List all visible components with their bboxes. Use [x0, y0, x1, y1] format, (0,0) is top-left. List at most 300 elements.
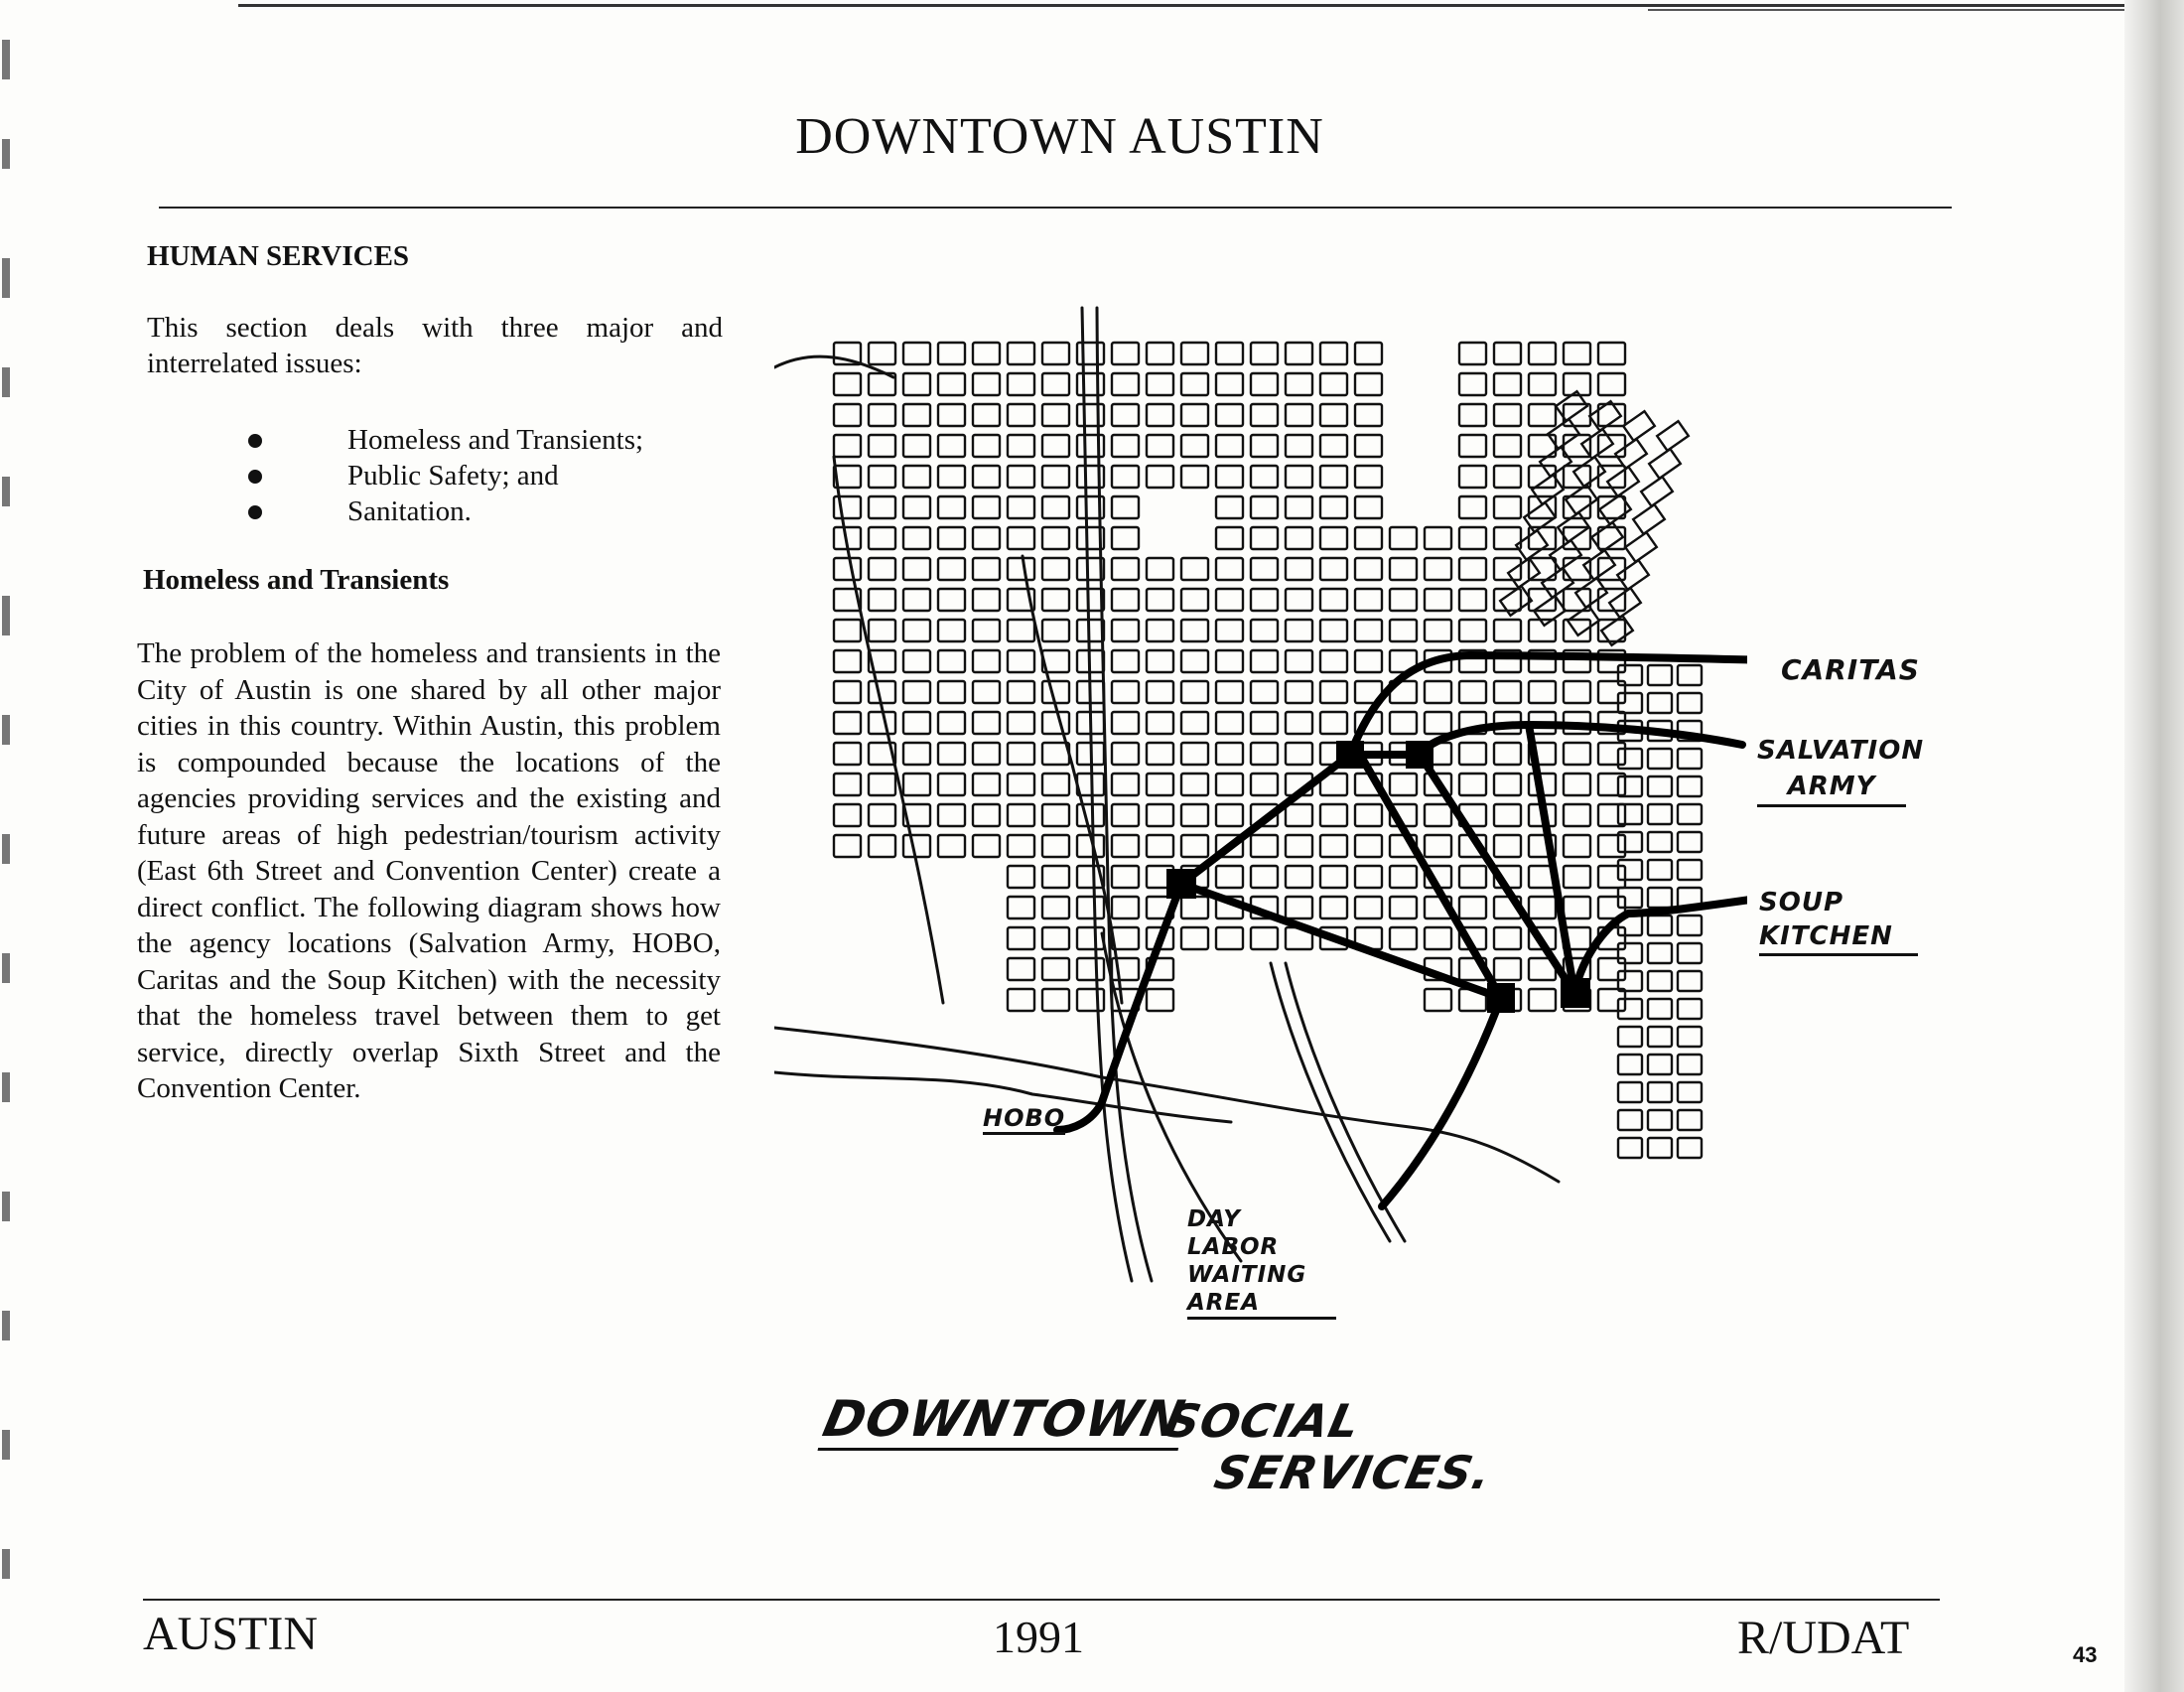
- city-block: [1320, 835, 1347, 857]
- city-block: [1286, 743, 1312, 765]
- city-block: [834, 835, 861, 857]
- city-block: [1181, 620, 1208, 641]
- city-block: [1042, 343, 1069, 364]
- soup-kitchen-label: [1759, 886, 1918, 956]
- city-block: [834, 804, 861, 826]
- city-block: [1251, 743, 1278, 765]
- city-block: [903, 373, 930, 395]
- route-soup: [1574, 899, 1747, 993]
- city-block: [869, 558, 895, 580]
- city-block: [1494, 435, 1521, 457]
- city-block: [1008, 373, 1034, 395]
- city-block: [1077, 343, 1104, 364]
- city-block: [1042, 804, 1069, 826]
- city-block: [1042, 404, 1069, 426]
- city-block: [1077, 404, 1104, 426]
- city-block: [1216, 712, 1243, 734]
- city-block: [1251, 558, 1278, 580]
- city-block: [973, 712, 1000, 734]
- city-block: [938, 343, 965, 364]
- soup-kitchen-label-line: SOUP: [1759, 888, 1843, 917]
- city-block: [1648, 1055, 1672, 1074]
- city-block: [1508, 558, 1540, 588]
- city-block: [1648, 971, 1672, 991]
- city-block: [1355, 527, 1382, 549]
- city-block: [938, 804, 965, 826]
- issue-list: [238, 422, 643, 529]
- issue-item: Sanitation.: [238, 494, 643, 529]
- city-block: [1181, 774, 1208, 795]
- city-block: [1648, 860, 1672, 880]
- city-block: [1529, 373, 1556, 395]
- city-block: [1459, 589, 1486, 611]
- city-block: [1494, 558, 1521, 580]
- city-block: [1112, 866, 1139, 888]
- city-block: [1008, 866, 1034, 888]
- city-block: [1216, 589, 1243, 611]
- city-block: [1181, 681, 1208, 703]
- city-block: [1459, 373, 1486, 395]
- salvation-army-label: [1757, 733, 1925, 807]
- city-block: [1648, 804, 1672, 824]
- city-block: [1648, 1110, 1672, 1130]
- city-block: [1286, 681, 1312, 703]
- city-block: [1042, 927, 1069, 949]
- city-block: [1648, 888, 1672, 908]
- map-caption-line: SERVICES.: [1209, 1446, 1497, 1499]
- city-block: [1425, 558, 1451, 580]
- city-block: [869, 527, 895, 549]
- city-block: [1678, 693, 1702, 713]
- city-block: [903, 650, 930, 672]
- day-labor-label: [1187, 1205, 1336, 1320]
- city-block: [1181, 835, 1208, 857]
- city-block: [1564, 681, 1590, 703]
- city-block: [1459, 527, 1486, 549]
- city-block: [1147, 712, 1173, 734]
- city-block: [1494, 373, 1521, 395]
- city-block: [1494, 589, 1521, 611]
- city-block: [1112, 404, 1139, 426]
- city-block: [1216, 681, 1243, 703]
- city-block: [834, 558, 861, 580]
- city-block: [973, 404, 1000, 426]
- city-block: [1181, 804, 1208, 826]
- day-labor-label-line: AREA: [1187, 1289, 1336, 1320]
- city-block: [1618, 1110, 1642, 1130]
- city-block: [1564, 435, 1590, 457]
- city-block: [1216, 466, 1243, 488]
- city-block: [1008, 897, 1034, 918]
- city-block: [938, 712, 965, 734]
- city-block: [1251, 712, 1278, 734]
- city-block: [1425, 712, 1451, 734]
- city-block: [1540, 447, 1571, 477]
- city-block: [1355, 866, 1382, 888]
- city-block: [1251, 527, 1278, 549]
- city-block: [1425, 835, 1451, 857]
- city-block: [903, 620, 930, 641]
- city-block: [1216, 343, 1243, 364]
- agency-marker: [1166, 869, 1196, 899]
- city-block: [1355, 558, 1382, 580]
- city-block: [1618, 1082, 1642, 1102]
- city-block: [1042, 866, 1069, 888]
- city-block: [1008, 466, 1034, 488]
- city-block: [1320, 804, 1347, 826]
- city-block: [1147, 558, 1173, 580]
- city-block: [1598, 743, 1625, 765]
- city-block: [1008, 835, 1034, 857]
- city-block: [1077, 989, 1104, 1011]
- city-block: [834, 681, 861, 703]
- city-block: [1077, 589, 1104, 611]
- city-block: [869, 804, 895, 826]
- city-block: [1181, 743, 1208, 765]
- city-block: [903, 589, 930, 611]
- city-block: [1251, 835, 1278, 857]
- city-block: [1112, 558, 1139, 580]
- city-block: [1286, 466, 1312, 488]
- city-block: [1564, 743, 1590, 765]
- city-block: [1320, 620, 1347, 641]
- city-block: [1494, 343, 1521, 364]
- city-block: [1320, 589, 1347, 611]
- city-block: [1008, 989, 1034, 1011]
- city-block: [1077, 804, 1104, 826]
- city-block: [1042, 558, 1069, 580]
- city-block: [1216, 804, 1243, 826]
- city-block: [1042, 589, 1069, 611]
- subheading: Homeless and Transients: [143, 564, 450, 596]
- city-block: [903, 743, 930, 765]
- city-block: [1678, 999, 1702, 1019]
- city-block: [903, 404, 930, 426]
- city-block: [1678, 971, 1702, 991]
- city-block: [1042, 958, 1069, 980]
- city-block: [938, 435, 965, 457]
- city-block: [1286, 435, 1312, 457]
- city-block: [973, 466, 1000, 488]
- city-block: [1459, 343, 1486, 364]
- city-block: [1494, 404, 1521, 426]
- city-block: [1459, 681, 1486, 703]
- city-block: [1042, 373, 1069, 395]
- city-block: [1615, 439, 1647, 469]
- city-block: [1598, 343, 1625, 364]
- city-block: [1147, 343, 1173, 364]
- binding-edge: [0, 0, 14, 1692]
- city-block: [869, 681, 895, 703]
- city-block: [1320, 435, 1347, 457]
- city-block: [973, 743, 1000, 765]
- city-block: [1008, 620, 1034, 641]
- footer-publisher: R/UDAT: [1737, 1612, 1910, 1664]
- city-block: [1251, 404, 1278, 426]
- city-block: [1459, 743, 1486, 765]
- city-block: [1008, 435, 1034, 457]
- city-block: [1147, 804, 1173, 826]
- city-block: [1042, 835, 1069, 857]
- issue-item: Homeless and Transients;: [238, 422, 643, 458]
- city-block: [1355, 897, 1382, 918]
- city-block: [1641, 477, 1673, 506]
- city-block: [1618, 943, 1642, 963]
- salvation-army-label-line: SALVATION: [1757, 736, 1925, 766]
- city-block: [1320, 712, 1347, 734]
- city-block: [1112, 620, 1139, 641]
- city-block: [938, 404, 965, 426]
- city-block: [869, 835, 895, 857]
- city-block: [869, 620, 895, 641]
- city-block: [1390, 620, 1417, 641]
- city-block: [973, 774, 1000, 795]
- agency-marker: [1336, 741, 1364, 769]
- city-block: [1355, 435, 1382, 457]
- city-block: [1042, 496, 1069, 518]
- route-link: [1181, 884, 1501, 998]
- city-block: [1008, 927, 1034, 949]
- city-block: [1286, 835, 1312, 857]
- city-block: [1112, 774, 1139, 795]
- city-block: [1216, 373, 1243, 395]
- city-block: [1181, 897, 1208, 918]
- city-block: [1042, 681, 1069, 703]
- city-block: [1008, 558, 1034, 580]
- city-block: [1648, 999, 1672, 1019]
- city-block: [1216, 927, 1243, 949]
- city-block: [1112, 897, 1139, 918]
- city-block: [1251, 589, 1278, 611]
- city-block: [869, 404, 895, 426]
- city-block: [1112, 804, 1139, 826]
- page-fore-edge: [2124, 0, 2184, 1692]
- city-block: [1181, 466, 1208, 488]
- city-block: [1008, 650, 1034, 672]
- city-block: [834, 743, 861, 765]
- city-block: [1618, 860, 1642, 880]
- city-block: [1008, 496, 1034, 518]
- city-block: [1216, 620, 1243, 641]
- map-caption: DOWNTOWN: [818, 1390, 1191, 1451]
- route-day-labor: [1382, 998, 1501, 1206]
- city-block: [1216, 404, 1243, 426]
- city-block: [1112, 466, 1139, 488]
- city-block: [1425, 804, 1451, 826]
- city-block: [1598, 373, 1625, 395]
- city-block: [1216, 558, 1243, 580]
- city-block: [1008, 958, 1034, 980]
- city-block: [1112, 343, 1139, 364]
- city-block: [903, 558, 930, 580]
- city-block: [1077, 897, 1104, 918]
- city-block: [903, 712, 930, 734]
- city-block: [1494, 804, 1521, 826]
- city-block: [1320, 558, 1347, 580]
- city-block: [973, 527, 1000, 549]
- city-block: [1286, 558, 1312, 580]
- city-block: [1042, 620, 1069, 641]
- city-block: [834, 774, 861, 795]
- city-block: [1390, 774, 1417, 795]
- city-block: [1286, 650, 1312, 672]
- city-block: [1112, 435, 1139, 457]
- city-block: [1077, 373, 1104, 395]
- city-block: [1425, 927, 1451, 949]
- city-block: [973, 558, 1000, 580]
- city-block: [973, 343, 1000, 364]
- city-block: [1649, 449, 1681, 479]
- city-block: [1425, 620, 1451, 641]
- city-block: [1008, 404, 1034, 426]
- city-block: [1286, 897, 1312, 918]
- city-block: [1181, 373, 1208, 395]
- city-block: [1286, 620, 1312, 641]
- city-block: [1286, 404, 1312, 426]
- city-block: [1147, 681, 1173, 703]
- city-block: [1459, 496, 1486, 518]
- city-block: [1181, 650, 1208, 672]
- city-block: [1566, 485, 1597, 514]
- city-block: [1459, 774, 1486, 795]
- city-block: [903, 466, 930, 488]
- city-block: [1623, 411, 1655, 441]
- map-caption-line: SOCIAL: [1160, 1394, 1366, 1448]
- city-block: [869, 343, 895, 364]
- city-block: [1678, 776, 1702, 796]
- city-block: [903, 435, 930, 457]
- city-block: [1678, 860, 1702, 880]
- city-block: [1459, 466, 1486, 488]
- city-block: [1459, 435, 1486, 457]
- city-block: [1147, 620, 1173, 641]
- city-block: [973, 804, 1000, 826]
- city-block: [1320, 650, 1347, 672]
- city-block: [1678, 749, 1702, 769]
- city-block: [1251, 927, 1278, 949]
- city-block: [834, 435, 861, 457]
- city-block: [1598, 835, 1625, 857]
- city-block: [1251, 496, 1278, 518]
- city-block: [1251, 466, 1278, 488]
- city-block: [1564, 866, 1590, 888]
- city-block: [1529, 681, 1556, 703]
- rail-line: [1271, 963, 1390, 1241]
- city-block: [1112, 496, 1139, 518]
- city-block: [1112, 650, 1139, 672]
- hobo-label: HOBO: [983, 1104, 1065, 1135]
- city-block: [1494, 835, 1521, 857]
- city-block: [1657, 421, 1689, 451]
- city-block: [1618, 1055, 1642, 1074]
- city-block: [1625, 532, 1657, 562]
- city-block: [903, 343, 930, 364]
- city-block: [869, 774, 895, 795]
- city-block: [1390, 927, 1417, 949]
- city-block: [1390, 558, 1417, 580]
- city-block: [1425, 989, 1451, 1011]
- city-block: [1678, 1027, 1702, 1047]
- city-block: [938, 466, 965, 488]
- city-block: [1355, 373, 1382, 395]
- city-block: [938, 774, 965, 795]
- city-block: [1618, 1138, 1642, 1158]
- city-block: [1355, 589, 1382, 611]
- page-number: 43: [2073, 1642, 2098, 1667]
- city-block: [1678, 665, 1702, 685]
- city-block: [1008, 527, 1034, 549]
- city-block: [1112, 681, 1139, 703]
- route-salvation: [1420, 725, 1742, 755]
- city-block: [973, 496, 1000, 518]
- city-block: [973, 373, 1000, 395]
- city-block: [1494, 743, 1521, 765]
- city-block: [1042, 743, 1069, 765]
- caritas-label: CARITAS: [1781, 653, 1920, 686]
- body-paragraph: The problem of the homeless and transients in the City of Austin is one shared by all other major cities in this country. Within Austin, this problem is compounded because the locations of the agencies providing services and the existing and future areas of high pedestrian/tourism activity (East 6th Street and Convention Center) create a direct conflict. The following diagram shows how the agency locations (Salvation Army, HOBO, Caritas and the Soup Kitchen) with the necessity that the homeless travel between them to get service, directly overlap Sixth Street and the Convention Center.: [137, 637, 721, 1104]
- city-block: [1112, 527, 1139, 549]
- city-block: [938, 527, 965, 549]
- city-block: [1320, 527, 1347, 549]
- city-block: [1112, 589, 1139, 611]
- city-block: [1147, 774, 1173, 795]
- city-block: [1425, 589, 1451, 611]
- city-block: [1042, 774, 1069, 795]
- intro-paragraph: This section deals with three major and interrelated issues:: [147, 312, 723, 379]
- city-block: [1008, 774, 1034, 795]
- city-block: [1077, 620, 1104, 641]
- city-block: [1181, 404, 1208, 426]
- city-block: [869, 466, 895, 488]
- city-block: [1077, 927, 1104, 949]
- soup-kitchen-label-line: KITCHEN: [1759, 919, 1918, 956]
- city-block: [1320, 681, 1347, 703]
- page-title: DOWNTOWN AUSTIN: [795, 108, 1324, 165]
- city-block: [1216, 496, 1243, 518]
- city-block: [1008, 743, 1034, 765]
- city-block: [938, 835, 965, 857]
- city-block: [1633, 504, 1665, 534]
- salvation-army-label-line: ARMY: [1757, 769, 1906, 807]
- agency-marker: [1406, 741, 1433, 769]
- city-block: [1564, 897, 1590, 918]
- issue-item: Public Safety; and: [238, 458, 643, 494]
- city-block: [903, 496, 930, 518]
- city-block: [1532, 475, 1564, 504]
- city-block: [1617, 560, 1649, 590]
- city-block: [1678, 804, 1702, 824]
- city-block: [1494, 466, 1521, 488]
- city-block: [903, 527, 930, 549]
- page-top-edge-2: [1648, 9, 2124, 11]
- city-block: [938, 373, 965, 395]
- city-block: [1181, 712, 1208, 734]
- city-block: [1355, 343, 1382, 364]
- city-block: [834, 650, 861, 672]
- city-block: [1529, 343, 1556, 364]
- map-caption-2: [1151, 1395, 1530, 1498]
- footer-rule: [143, 1599, 1940, 1601]
- city-block: [1678, 1082, 1702, 1102]
- city-block: [1494, 496, 1521, 518]
- city-block: [938, 743, 965, 765]
- city-block: [869, 712, 895, 734]
- city-block: [1618, 776, 1642, 796]
- city-block: [903, 681, 930, 703]
- city-block: [1147, 589, 1173, 611]
- city-block: [1320, 466, 1347, 488]
- city-block: [1251, 373, 1278, 395]
